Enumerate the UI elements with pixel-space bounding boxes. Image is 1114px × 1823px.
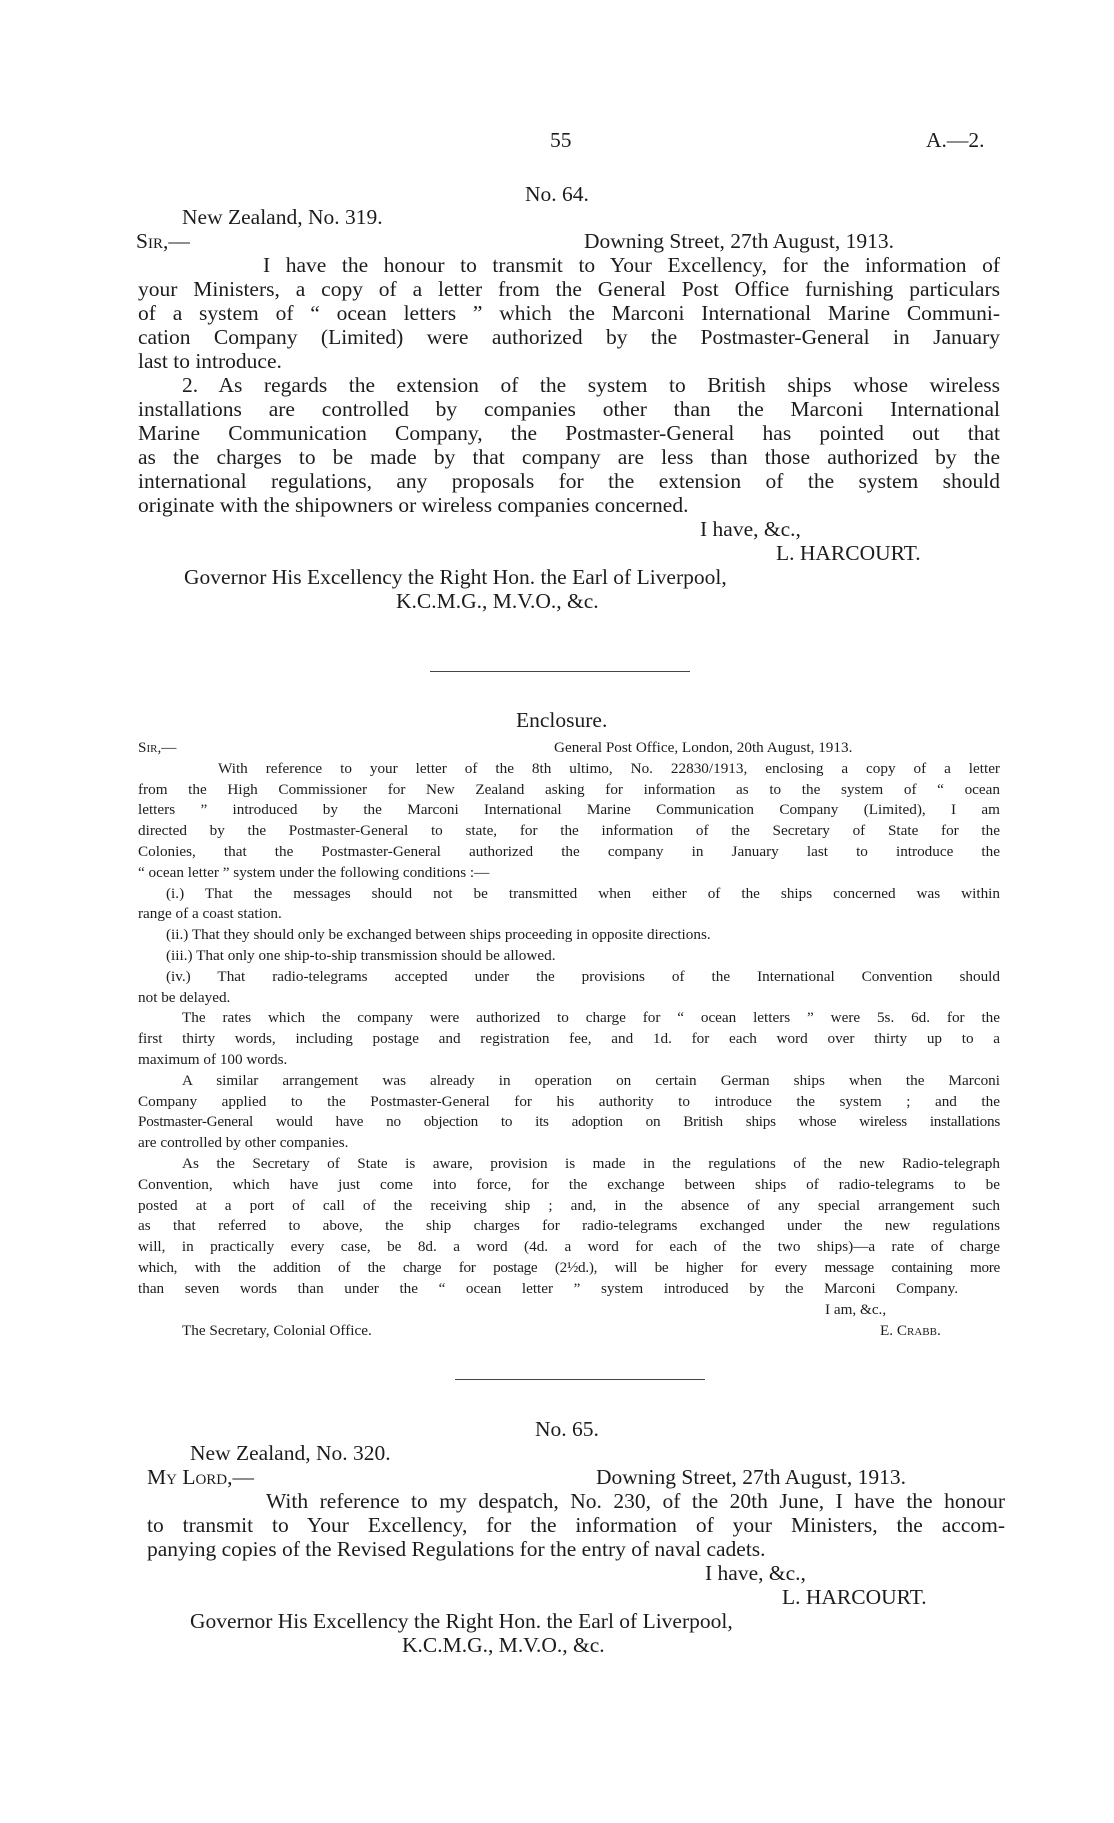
- body-line: installations are controlled by companies other than the Marconi International: [138, 397, 1000, 421]
- body-line: 2. As regards the extension of the system to British ships whose wireless: [182, 373, 1000, 397]
- condition-item: range of a coast station.: [138, 905, 282, 922]
- signature: L. HARCOURT.: [782, 1585, 927, 1609]
- body-line: of a system of “ ocean letters ” which the Marconi International Marine Communi-: [138, 301, 1000, 325]
- place-date: Downing Street, 27th August, 1913.: [596, 1465, 906, 1489]
- page-number: 55: [550, 128, 572, 152]
- body-line: Marine Communication Company, the Postmaster-General has pointed out that: [138, 421, 1000, 445]
- enclosure-line: will, in practically every case, be 8d. a word (4d. a word for each of the two ships)—a rate of charge: [138, 1238, 1000, 1255]
- addressee: Governor His Excellency the Right Hon. the Earl of Liverpool,: [190, 1609, 733, 1633]
- enclosure-closing: I am, &c.,: [825, 1301, 887, 1318]
- enclosure-line: than seven words than under the “ ocean letter ” system introduced by the Marconi Company.: [138, 1280, 958, 1297]
- condition-item: not be delayed.: [138, 989, 231, 1006]
- place-date: Downing Street, 27th August, 1913.: [584, 229, 894, 253]
- enclosure-line: A similar arrangement was already in operation on certain German ships when the Marconi: [182, 1072, 1000, 1089]
- condition-item: (ii.) That they should only be exchanged between ships proceeding in opposite directions.: [166, 926, 711, 943]
- enclosure-line: which, with the addition of the charge for postage (2½d.), will be higher for every message containing more: [138, 1259, 1000, 1276]
- enclosure-line: directed by the Postmaster-General to state, for the information of the Secretary of State for the: [138, 822, 1000, 839]
- enclosure-line: With reference to your letter of the 8th ultimo, No. 22830/1913, enclosing a copy of a letter: [218, 760, 1000, 777]
- condition-item: (i.) That the messages should not be transmitted when either of the ships concerned was within: [166, 885, 1000, 902]
- enclosure-line: are controlled by other companies.: [138, 1134, 349, 1151]
- salutation: My Lord,—: [147, 1465, 255, 1489]
- body-line: With reference to my despatch, No. 230, of the 20th June, I have the honour: [266, 1489, 1005, 1513]
- condition-item: (iii.) That only one ship-to-ship transmission should be allowed.: [166, 947, 556, 964]
- enclosure-line: first thirty words, including postage and registration fee, and 1d. for each word over thirty up to a: [138, 1030, 1000, 1047]
- enclosure-line: The rates which the company were authorized to charge for “ ocean letters ” were 5s. 6d. for the: [182, 1009, 1000, 1026]
- section-code: A.—2.: [926, 128, 985, 152]
- enclosure-line: Company applied to the Postmaster-General for his authority to introduce the system ; and the: [138, 1093, 1000, 1110]
- closing: I have, &c.,: [705, 1561, 806, 1585]
- salutation: Sir,—: [136, 229, 190, 253]
- enclosure-place-date: General Post Office, London, 20th August, 1913.: [554, 739, 853, 756]
- signature: L. HARCOURT.: [776, 541, 921, 565]
- despatch-reference: New Zealand, No. 320.: [190, 1441, 391, 1465]
- enclosure-line: letters ” introduced by the Marconi International Marine Communication Company (Limited), I am: [138, 801, 1000, 818]
- despatch-reference: New Zealand, No. 319.: [182, 205, 383, 229]
- enclosure-title: Enclosure.: [516, 708, 608, 732]
- body-line: international regulations, any proposals for the extension of the system should: [138, 469, 1000, 493]
- enclosure-salutation: Sir,—: [138, 739, 177, 756]
- body-line: last to introduce.: [138, 349, 282, 373]
- despatch-number: No. 65.: [535, 1417, 599, 1441]
- body-line: panying copies of the Revised Regulations for the entry of naval cadets.: [147, 1537, 766, 1561]
- enclosure-signature: E. Crabb.: [880, 1322, 941, 1339]
- body-line: originate with the shipowners or wireless companies concerned.: [138, 493, 689, 517]
- addressee-honours: K.C.M.G., M.V.O., &c.: [402, 1633, 605, 1657]
- body-line: your Ministers, a copy of a letter from the General Post Office furnishing particulars: [138, 277, 1000, 301]
- addressee-honours: K.C.M.G., M.V.O., &c.: [396, 589, 599, 613]
- despatch-number: No. 64.: [525, 182, 589, 206]
- condition-item: (iv.) That radio-telegrams accepted under the provisions of the International Convention should: [166, 968, 1000, 985]
- section-divider: [455, 1379, 705, 1380]
- section-divider: [430, 671, 690, 672]
- enclosure-line: as that referred to above, the ship charges for radio-telegrams exchanged under the new regulations: [138, 1217, 1000, 1234]
- enclosure-line: As the Secretary of State is aware, provision is made in the regulations of the new Radio-telegraph: [182, 1155, 1000, 1172]
- enclosure-line: Convention, which have just come into force, for the exchange between ships of radio-telegrams to be: [138, 1176, 1000, 1193]
- addressee: Governor His Excellency the Right Hon. the Earl of Liverpool,: [184, 565, 727, 589]
- enclosure-line: Colonies, that the Postmaster-General authorized the company in January last to introduce the: [138, 843, 1000, 860]
- body-line: cation Company (Limited) were authorized by the Postmaster-General in January: [138, 325, 1000, 349]
- body-line: to transmit to Your Excellency, for the information of your Ministers, the accom-: [147, 1513, 1005, 1537]
- body-line: as the charges to be made by that company are less than those authorized by the: [138, 445, 1000, 469]
- enclosure-addressee: The Secretary, Colonial Office.: [182, 1322, 372, 1339]
- enclosure-line: from the High Commissioner for New Zealand asking for information as to the system of “ ocean: [138, 781, 1000, 798]
- enclosure-line: Postmaster-General would have no objection to its adoption on British ships whose wireless installations: [138, 1113, 1000, 1130]
- enclosure-line: posted at a port of call of the receiving ship ; and, in the absence of any special arrangement such: [138, 1197, 1000, 1214]
- enclosure-line: “ ocean letter ” system under the following conditions :—: [138, 864, 490, 881]
- enclosure-line: maximum of 100 words.: [138, 1051, 288, 1068]
- closing: I have, &c.,: [700, 517, 801, 541]
- body-line: I have the honour to transmit to Your Excellency, for the information of: [263, 253, 1000, 277]
